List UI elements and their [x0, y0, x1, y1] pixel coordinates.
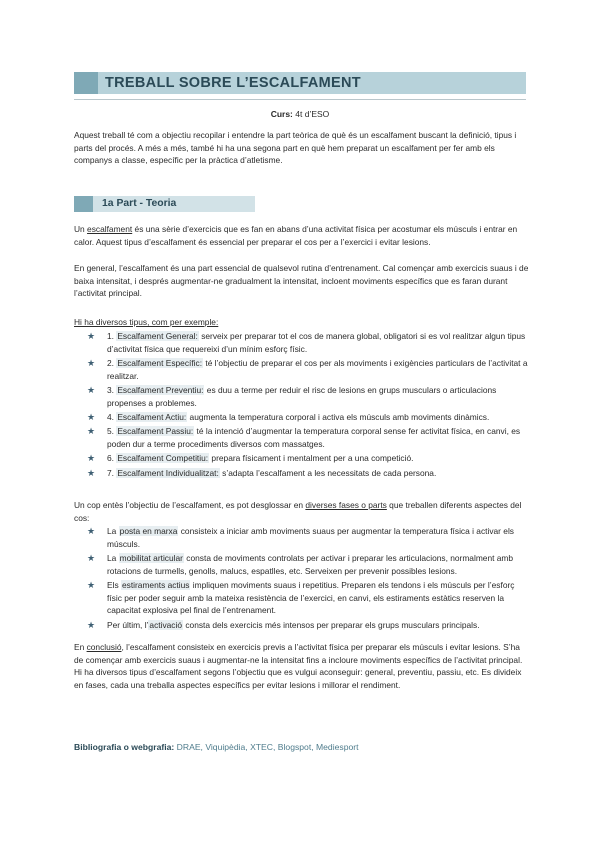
title-banner [74, 72, 526, 94]
definition-term: escalfament [87, 224, 133, 234]
item-term: Escalfament Actiu: [117, 412, 187, 422]
phases-text: que treballen diferents aspectes del cos: [74, 500, 522, 523]
item-term: Escalfament Preventiu: [117, 385, 204, 395]
item-number: 6. [107, 453, 114, 464]
section-title: 1a Part - Teoria [102, 198, 177, 209]
star-bullet-icon: ★ [87, 453, 96, 464]
item-description: augmenta la temperatura corporal i activa els músculs amb moviments dinàmics. [187, 412, 490, 422]
list-item [74, 525, 529, 550]
conclusion-text: , l’escalfament consisteix en exercicis previs a l’activitat física per preparar els músculs i evitar lesions. S’ha de començar amb exercicis suaus i augmentar-ne la intensitat fins a incloure moviments específics de l’activitat principal. Hi ha diversos tipus d’escalfament segons l’objectiu que es vulgui aconseguir: general, preventiu, passiu, etc. Es divideix en fases, cada una treballa aspectes específics per evitar lesions i millorar el rendiment. [74, 642, 523, 691]
item-term: estiraments actius [121, 580, 190, 590]
item-lead: Per últim, l’ [107, 619, 149, 630]
title-divider [74, 99, 526, 100]
star-bullet-icon: ★ [87, 526, 96, 536]
item-number: 1. [107, 331, 114, 341]
star-bullet-icon: ★ [87, 331, 96, 341]
star-bullet-icon: ★ [87, 358, 96, 368]
item-number: 4. [107, 412, 114, 422]
bibliography-sources: DRAE, Viquipèdia, XTEC, Blogspot, Mediesport [176, 742, 359, 752]
item-term: Escalfament Competitiu: [117, 453, 209, 464]
item-description: es duu a terme per reduir el risc de lesions en grups musculars o articulacions propenses a problemes. [107, 385, 497, 408]
definition-paragraph [74, 223, 529, 248]
list-item [74, 384, 529, 409]
list-item [74, 619, 529, 632]
bibliography-label: Bibliografia o webgrafia: [74, 742, 175, 752]
item-number: 7. [107, 467, 114, 478]
definition-text: és una sèrie d’exercicis que es fan en abans d’una activitat física per acostumar els músculs i entrar en calor. Aquest tipus d’escalfament és essencial per preparar el cos per a l’exercici i evitar lesions. [74, 224, 518, 247]
item-description: prepara físicament i mentalment per a una competició. [209, 453, 414, 464]
item-term: Escalfament Específic: [117, 358, 203, 368]
item-description: consta dels exercicis més intensos per preparar els grups musculars principals. [183, 619, 480, 630]
conclusion-term: conclusió [86, 642, 122, 652]
types-list [74, 330, 529, 481]
list-item [74, 330, 529, 355]
definition-lead: Un [74, 224, 88, 234]
item-description: té la intenció d’augmentar la temperatura corporal sense fer activitat física, en canvi, es poden dur a terme procediments diversos com massatges. [107, 426, 521, 449]
list-item [74, 467, 529, 480]
star-bullet-icon: ★ [87, 385, 96, 395]
phases-term: diverses fases o parts [305, 500, 387, 510]
star-bullet-icon: ★ [87, 553, 96, 563]
item-number: 2. [107, 358, 114, 368]
item-description: s’adapta l’escalfament a les necessitats de cada persona. [219, 467, 437, 478]
item-term: mobilitat articular [119, 553, 183, 563]
list-item [74, 357, 529, 382]
title-accent-block [74, 72, 98, 94]
item-term: Escalfament Individualitzat: [117, 467, 219, 478]
item-lead: La [107, 553, 119, 563]
item-number: 3. [107, 385, 114, 395]
item-term: Escalfament Passiu: [117, 426, 194, 437]
item-description: consta de moviments controlats per activar i preparar les articulacions, normalment amb rotacions de turmells, genolls, malucs, espatlles, etc. Serveixen per prevenir possibles lesions. [107, 553, 514, 576]
star-bullet-icon: ★ [87, 580, 96, 590]
item-description: serveix per preparar tot el cos de manera global, obligatori si es vol realitzar algun tipus d’activitat física que requereixi d’un mínim esforç físic. [107, 331, 526, 354]
section-heading-banner [74, 196, 526, 212]
document-title: TREBALL SOBRE L’ESCALFAMENT [105, 75, 361, 91]
item-term: activació [149, 619, 183, 630]
phases-list [74, 525, 529, 633]
item-description: consisteix a iniciar amb moviments suaus per augmentar la temperatura física i activar els músculs. [107, 526, 514, 549]
bibliography-line [74, 742, 529, 752]
list-item [74, 452, 529, 465]
item-description: impliquen moviments suaus i repetitius. Preparen els tendons i els músculs per l’esforç físic per poder seguir amb la mateixa resistència de l’exercici, en canvi, els estiraments estàtics reserven la capacitat explosiva pel final de l’entrenament. [107, 580, 515, 616]
course-value: 4t d’ESO [295, 109, 330, 119]
item-description: té l’objectiu de preparar el cos per als moviments i exigències particulars de l’activitat a realitzar. [107, 358, 528, 381]
star-bullet-icon: ★ [87, 467, 96, 478]
list-item [74, 579, 529, 617]
item-lead: La [107, 526, 119, 536]
section-accent-block [74, 196, 93, 212]
phases-paragraph [74, 499, 529, 524]
item-lead: Els [107, 580, 121, 590]
course-line [0, 109, 600, 119]
star-bullet-icon: ★ [87, 412, 96, 422]
general-paragraph: En general, l’escalfament és una part essencial de qualsevol rutina d’entrenament. Cal començar amb exercicis suaus i de baixa intensitat, i després augmentar-ne gradualment la intensitat, incloent moviments específics que es faran durant l’activitat principal. [74, 263, 529, 299]
conclusion-paragraph [74, 641, 529, 692]
types-heading: Hi ha diversos tipus, com per exemple: [74, 317, 219, 327]
phases-lead: Un cop entès l’objectiu de l’escalfament, es pot desglossar en [74, 500, 306, 510]
item-term: posta en marxa [119, 526, 178, 536]
item-term: Escalfament General: [117, 331, 198, 341]
conclusion-lead: En [74, 642, 87, 652]
list-item [74, 425, 529, 450]
item-number: 5. [107, 426, 114, 437]
intro-paragraph: Aquest treball té com a objectiu recopilar i entendre la part teòrica de què és un escalfament buscant la definició, tipus i parts del procés. A més a més, també hi ha una segona part en què hem preparat un escalfament per fer amb els companys a classe, específic per la pràctica d’atletisme. [74, 130, 517, 166]
list-item [74, 411, 529, 424]
star-bullet-icon: ★ [87, 619, 96, 630]
star-bullet-icon: ★ [87, 426, 96, 437]
list-item [74, 552, 529, 577]
course-label: Curs: [270, 109, 293, 119]
